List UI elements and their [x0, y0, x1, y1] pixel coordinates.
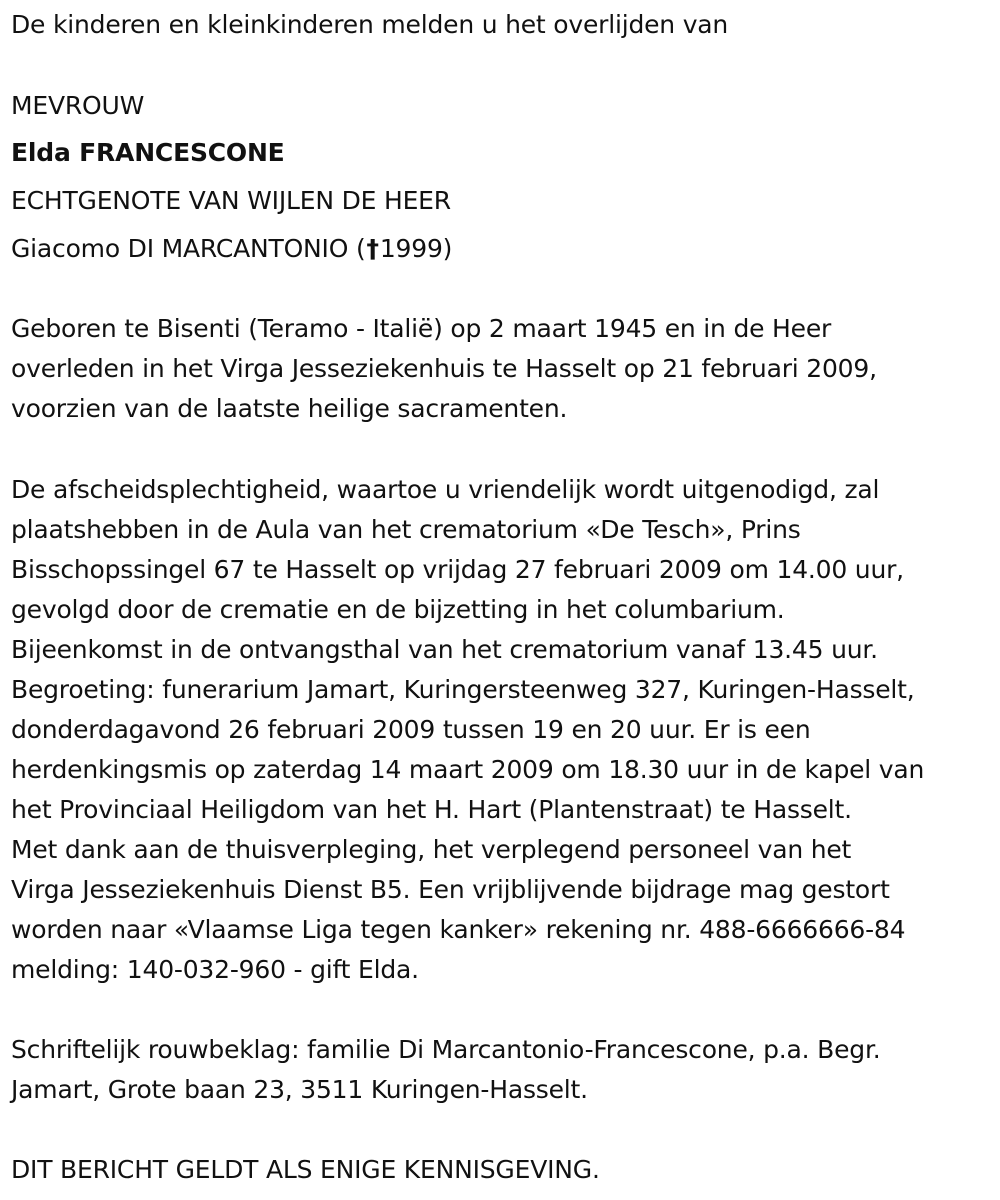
spouse-death-year: 1999) — [379, 234, 453, 263]
birth-line: overleden in het Virga Jesseziekenhuis te Hasselt op 21 februari 2009, — [11, 354, 877, 383]
deceased-name: Elda FRANCESCONE — [11, 138, 285, 167]
ceremony-line: Bisschopssingel 67 te Hasselt op vrijdag 27 februari 2009 om 14.00 uur, — [11, 555, 904, 584]
ceremony-line: Virga Jesseziekenhuis Dienst B5. Een vrijblijvende bijdrage mag gestort — [11, 875, 890, 904]
ceremony-line: De afscheidsplechtigheid, waartoe u vriendelijk wordt uitgenodigd, zal — [11, 475, 880, 504]
ceremony-line: worden naar «Vlaamse Liga tegen kanker» rekening nr. 488-6666666-84 — [11, 915, 906, 944]
cross-icon: † — [366, 234, 379, 263]
intro-line: De kinderen en kleinkinderen melden u het overlijden van — [11, 10, 729, 39]
condolence-line: Jamart, Grote baan 23, 3511 Kuringen-Hasselt. — [11, 1075, 588, 1104]
ceremony-line: herdenkingsmis op zaterdag 14 maart 2009 om 18.30 uur in de kapel van — [11, 755, 925, 784]
closing-line: DIT BERICHT GELDT ALS ENIGE KENNISGEVING. — [11, 1155, 600, 1184]
ceremony-line: het Provinciaal Heiligdom van het H. Hart (Plantenstraat) te Hasselt. — [11, 795, 852, 824]
title-prefix: MEVROUW — [11, 91, 145, 120]
birth-line: voorzien van de laatste heilige sacramenten. — [11, 394, 568, 423]
ceremony-line: melding: 140-032-960 - gift Elda. — [11, 955, 419, 984]
spouse-line — [11, 229, 452, 269]
birth-line: Geboren te Bisenti (Teramo - Italië) op 2 maart 1945 en in de Heer — [11, 314, 832, 343]
ceremony-line: plaatshebben in de Aula van het crematorium «De Tesch», Prins — [11, 515, 801, 544]
ceremony-line: gevolgd door de crematie en de bijzetting in het columbarium. — [11, 595, 785, 624]
ceremony-line: Bijeenkomst in de ontvangsthal van het crematorium vanaf 13.45 uur. — [11, 635, 878, 664]
spouse-name: Giacomo DI MARCANTONIO ( — [11, 234, 366, 263]
condolence-line: Schriftelijk rouwbeklag: familie Di Marcantonio-Francescone, p.a. Begr. — [11, 1035, 881, 1064]
spouse-relation: ECHTGENOTE VAN WIJLEN DE HEER — [11, 186, 451, 215]
ceremony-line: donderdagavond 26 februari 2009 tussen 19 en 20 uur. Er is een — [11, 715, 811, 744]
ceremony-line: Begroeting: funerarium Jamart, Kuringersteenweg 327, Kuringen-Hasselt, — [11, 675, 915, 704]
ceremony-line: Met dank aan de thuisverpleging, het verplegend personeel van het — [11, 835, 852, 864]
